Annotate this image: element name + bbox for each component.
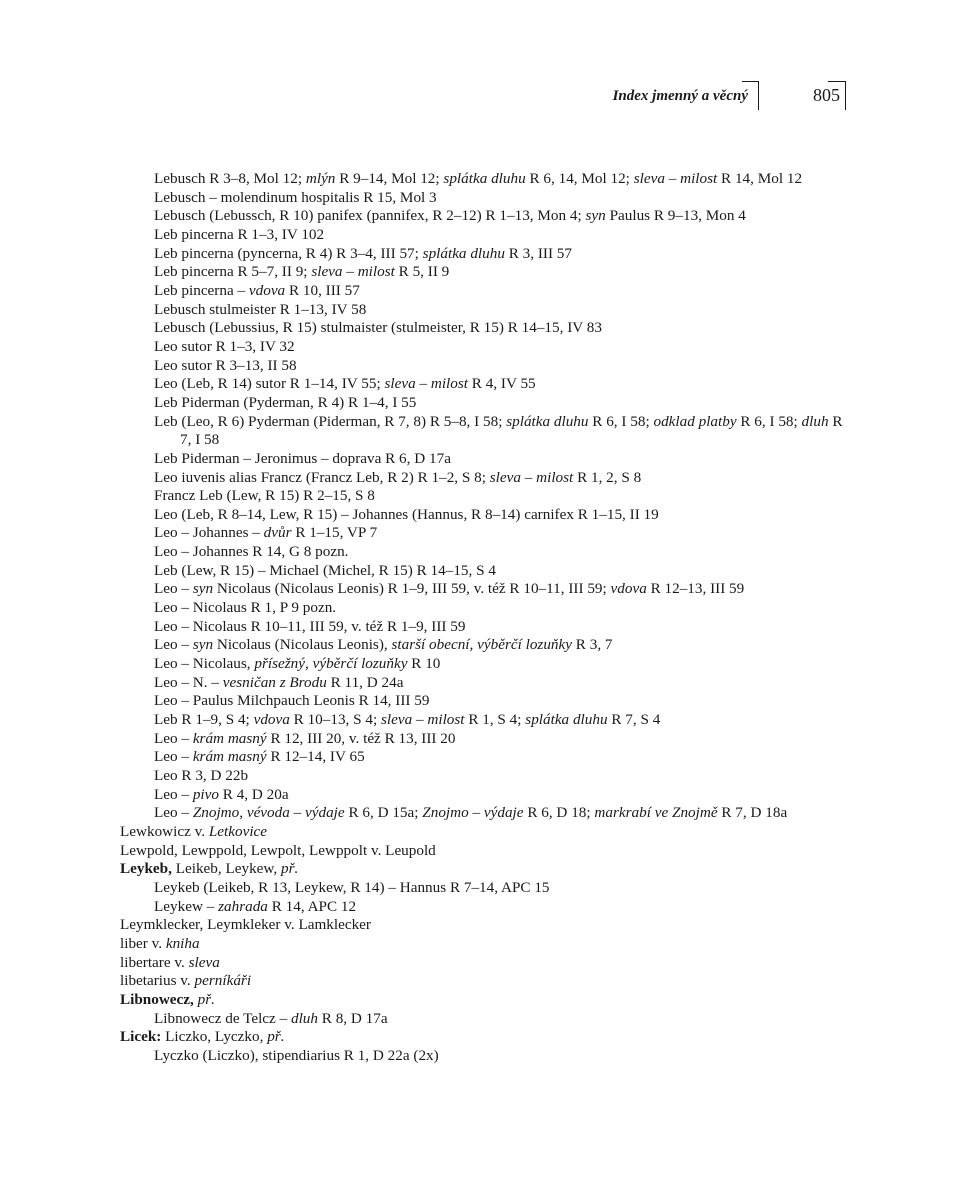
index-subentry	[120, 1047, 850, 1066]
entry-text: Lebusch stulmeister R 1–13, IV 58	[154, 300, 367, 318]
bold-headword: Libnowecz,	[120, 990, 194, 1008]
index-subentry	[120, 804, 850, 823]
italic-term: vdova	[610, 580, 647, 598]
index-headword-entry	[120, 935, 850, 954]
entry-text: R 7, D 18a	[717, 804, 788, 822]
index-subentry	[120, 898, 850, 917]
index-subentry	[120, 282, 850, 301]
italic-term: mlýn	[305, 170, 336, 187]
index-subentry	[120, 506, 850, 525]
index-subentry	[120, 375, 850, 394]
index-subentry	[120, 692, 850, 711]
entry-text: R 7, S 4	[607, 711, 661, 729]
italic-term: dluh	[801, 412, 829, 430]
italic-term: sleva – milost	[311, 263, 395, 281]
running-title: Index jmenný a věcný	[612, 88, 748, 104]
italic-term: sleva – milost	[489, 468, 574, 486]
entry-text: Leo – Johannes R 14, G 8 pozn.	[154, 543, 349, 561]
entry-text: libetarius v.	[120, 972, 195, 990]
entry-text: Leykeb (Leikeb, R 13, Leykew, R 14) – Hannus R 7–14, APC 15	[154, 878, 550, 896]
index-subentry	[120, 879, 850, 898]
index-headword-entry	[120, 1028, 850, 1047]
index-headword-entry	[120, 916, 850, 935]
entry-text: Leo –	[154, 804, 193, 822]
italic-term: sleva – milost	[633, 170, 718, 187]
index-subentry	[120, 207, 850, 226]
index-subentry	[120, 636, 850, 655]
italic-term: vdova	[253, 711, 290, 729]
entry-text: Leo – N. –	[154, 673, 223, 691]
index-subentry	[120, 319, 850, 338]
entry-text: R 10, III 57	[285, 281, 360, 299]
entry-text: Leb Piderman – Jeronimus – doprava R 6, D 17a	[154, 449, 451, 467]
index-subentry	[120, 338, 850, 357]
entry-text: Leb (Leo, R 6) Pyderman (Piderman, R 7, 8) R 5–8, I 58;	[154, 412, 507, 430]
entry-text: R 14, Mol 12	[717, 170, 803, 187]
entry-text: R 12–14, IV 65	[266, 748, 365, 766]
index-subentry	[120, 226, 850, 245]
italic-term: starší obecní, výběrčí lozuňky	[391, 636, 572, 654]
entry-text: Leb pincerna R 1–3, IV 102	[154, 225, 325, 243]
entry-text: R 6, 14, Mol 12;	[525, 170, 634, 187]
index-subentry	[120, 618, 850, 637]
entry-text: R 7, I 58	[180, 412, 843, 449]
entry-text: Lyczko (Liczko), stipendiarius R 1, D 22a (2x)	[154, 1046, 439, 1064]
italic-term: dluh	[290, 1009, 318, 1027]
entry-text: Leikeb, Leykew,	[171, 860, 281, 878]
index-subentry	[120, 469, 850, 488]
entry-text: Leo –	[154, 729, 193, 747]
entry-text: Lebusch – molendinum hospitalis R 15, Mol 3	[154, 188, 437, 206]
bold-headword: Licek:	[120, 1028, 162, 1046]
entry-text: Leo iuvenis alias Francz (Francz Leb, R 2) R 1–2, S 8;	[154, 468, 490, 486]
index-headword-entry	[120, 860, 850, 879]
entry-text: Leo – Nicolaus R 1, P 9 pozn.	[154, 599, 337, 617]
italic-term: syn	[585, 207, 606, 225]
index-headword-entry	[120, 972, 850, 991]
italic-term: vdova	[248, 281, 286, 299]
index-subentry	[120, 767, 850, 786]
entry-text: Liczko, Lyczko,	[161, 1028, 268, 1046]
index-subentry	[120, 301, 850, 320]
index-subentry	[120, 170, 850, 189]
italic-term: syn	[192, 580, 214, 598]
entry-text: R 3, 7	[572, 636, 613, 654]
entry-text: Leo sutor R 1–3, IV 32	[154, 337, 295, 355]
entry-text: Leb pincerna –	[154, 281, 249, 299]
entry-text: R 6, I 58;	[736, 412, 802, 430]
entry-text: Lebusch R 3–8, Mol 12;	[154, 170, 306, 187]
entry-text: Leymklecker, Leymkleker v. Lamklecker	[120, 916, 371, 934]
index-subentry	[120, 413, 850, 450]
italic-term: splátka dluhu	[525, 711, 608, 729]
page-number-corner-rule	[828, 81, 846, 110]
italic-term: př.	[197, 990, 215, 1008]
entry-text: R 1, S 4;	[464, 711, 526, 729]
index-body	[120, 170, 850, 1066]
index-subentry	[120, 524, 850, 543]
entry-text: Leo (Leb, R 8–14, Lew, R 15) – Johannes (Hannus, R 8–14) carnifex R 1–15, II 19	[154, 505, 659, 523]
index-headword-entry	[120, 842, 850, 861]
italic-term: syn	[192, 636, 214, 654]
italic-term: přísežný, výběrčí lozuňky	[254, 655, 408, 673]
index-subentry	[120, 748, 850, 767]
index-subentry	[120, 786, 850, 805]
entry-text: Leykew –	[154, 897, 219, 915]
italic-term: vesničan z Brodu	[222, 673, 327, 691]
entry-text: Lewkowicz v.	[120, 822, 209, 840]
entry-text: Lebusch (Lebussch, R 10) panifex (pannifex, R 2–12) R 1–13, Mon 4;	[154, 207, 586, 225]
index-subentry	[120, 655, 850, 674]
index-subentry	[120, 711, 850, 730]
entry-text: Leo R 3, D 22b	[154, 767, 249, 784]
index-subentry	[120, 674, 850, 693]
italic-term: př.	[267, 1028, 285, 1046]
entry-text: Leb Piderman (Pyderman, R 4) R 1–4, I 55	[154, 393, 417, 411]
italic-term: sleva	[188, 953, 220, 971]
entry-text: Paulus R 9–13, Mon 4	[605, 207, 746, 225]
italic-term: kniha	[165, 934, 200, 952]
italic-term: př.	[280, 860, 299, 878]
italic-term: dvůr	[263, 524, 292, 542]
index-headword-entry	[120, 823, 850, 842]
entry-text: libertare v.	[120, 953, 189, 971]
index-subentry	[120, 487, 850, 506]
entry-text: Leo – Nicolaus,	[154, 655, 255, 673]
entry-text: Nicolaus (Nicolaus Leonis),	[213, 636, 392, 654]
index-headword-entry	[120, 954, 850, 973]
italic-term: zahrada	[218, 897, 268, 915]
italic-term: splátka dluhu	[443, 170, 526, 187]
italic-term: krám masný	[192, 729, 267, 747]
entry-text: R 4, D 20a	[218, 785, 289, 803]
entry-text: Leo –	[154, 785, 193, 803]
italic-term: sleva – milost	[380, 711, 465, 729]
entry-text: Leo –	[154, 636, 193, 654]
italic-term: splátka dluhu	[422, 244, 505, 262]
entry-text: Leb pincerna (pyncerna, R 4) R 3–4, III 57;	[154, 244, 423, 262]
entry-text: R 5, II 9	[394, 263, 450, 281]
italic-term: markrabí ve Znojmě	[594, 804, 718, 822]
entry-text: R 14, APC 12	[267, 897, 357, 915]
entry-text: Leo (Leb, R 14) sutor R 1–14, IV 55;	[154, 375, 385, 393]
entry-text: Libnowecz de Telcz –	[154, 1009, 291, 1027]
index-subentry	[120, 263, 850, 282]
title-corner-rule	[742, 81, 759, 110]
index-subentry	[120, 189, 850, 208]
index-subentry	[120, 1010, 850, 1029]
italic-term: Znojmo – výdaje	[422, 804, 524, 822]
index-subentry	[120, 543, 850, 562]
entry-text: Leo – Nicolaus R 10–11, III 59, v. též R 1–9, III 59	[154, 617, 466, 635]
entry-text: Lebusch (Lebussius, R 15) stulmaister (stulmeister, R 15) R 14–15, IV 83	[154, 319, 602, 337]
italic-term: Znojmo, vévoda – výdaje	[192, 804, 345, 822]
entry-text: R 6, D 18;	[523, 804, 595, 822]
entry-text: R 9–14, Mol 12;	[335, 170, 444, 187]
entry-text: Nicolaus (Nicolaus Leonis) R 1–9, III 59, v. též R 10–11, III 59;	[213, 580, 611, 598]
entry-text: Leo –	[154, 748, 193, 766]
entry-text: Leb (Lew, R 15) – Michael (Michel, R 15) R 14–15, S 4	[154, 561, 496, 579]
entry-text: R 12, III 20, v. též R 13, III 20	[266, 729, 456, 747]
entry-text: Francz Leb (Lew, R 15) R 2–15, S 8	[154, 487, 375, 505]
index-subentry	[120, 450, 850, 469]
italic-term: odklad platby	[653, 412, 737, 430]
entry-text: Leb R 1–9, S 4;	[154, 711, 254, 729]
entry-text: liber v.	[120, 934, 166, 952]
index-subentry	[120, 394, 850, 413]
italic-term: perníkáři	[194, 972, 252, 990]
entry-text: Leb pincerna R 5–7, II 9;	[154, 263, 312, 281]
italic-term: Letkovice	[208, 822, 268, 840]
entry-text: R 11, D 24a	[326, 673, 404, 691]
entry-text: Leo – Paulus Milchpauch Leonis R 14, III 59	[154, 692, 430, 710]
italic-term: pivo	[192, 785, 219, 803]
entry-text: R 6, D 15a;	[344, 804, 423, 822]
italic-term: splátka dluhu	[506, 412, 589, 430]
entry-text: Leo – Johannes –	[154, 524, 264, 542]
italic-term: krám masný	[192, 748, 267, 766]
entry-text: R 10–13, S 4;	[289, 711, 381, 729]
index-subentry	[120, 562, 850, 581]
entry-text: R 8, D 17a	[317, 1009, 388, 1027]
index-subentry	[120, 357, 850, 376]
entry-text: R 10	[407, 655, 441, 673]
italic-term: sleva – milost	[384, 375, 468, 393]
index-headword-entry	[120, 991, 850, 1010]
index-subentry	[120, 245, 850, 264]
page-header	[0, 78, 960, 114]
entry-text: R 12–13, III 59	[646, 580, 745, 598]
page-number: 805	[813, 85, 840, 105]
entry-text: R 1–15, VP 7	[291, 524, 378, 542]
entry-text: R 4, IV 55	[468, 375, 536, 393]
index-subentry	[120, 730, 850, 749]
entry-text: R 1, 2, S 8	[573, 468, 642, 486]
index-subentry	[120, 580, 850, 599]
entry-text: Leo sutor R 3–13, II 58	[154, 356, 297, 374]
index-subentry	[120, 599, 850, 618]
entry-text: Lewpold, Lewppold, Lewpolt, Lewppolt v. Leupold	[120, 841, 436, 859]
entry-text: R 6, I 58;	[588, 412, 654, 430]
bold-headword: Leykeb,	[120, 860, 172, 878]
entry-text: R 3, III 57	[504, 244, 572, 262]
entry-text: Leo –	[154, 580, 193, 598]
